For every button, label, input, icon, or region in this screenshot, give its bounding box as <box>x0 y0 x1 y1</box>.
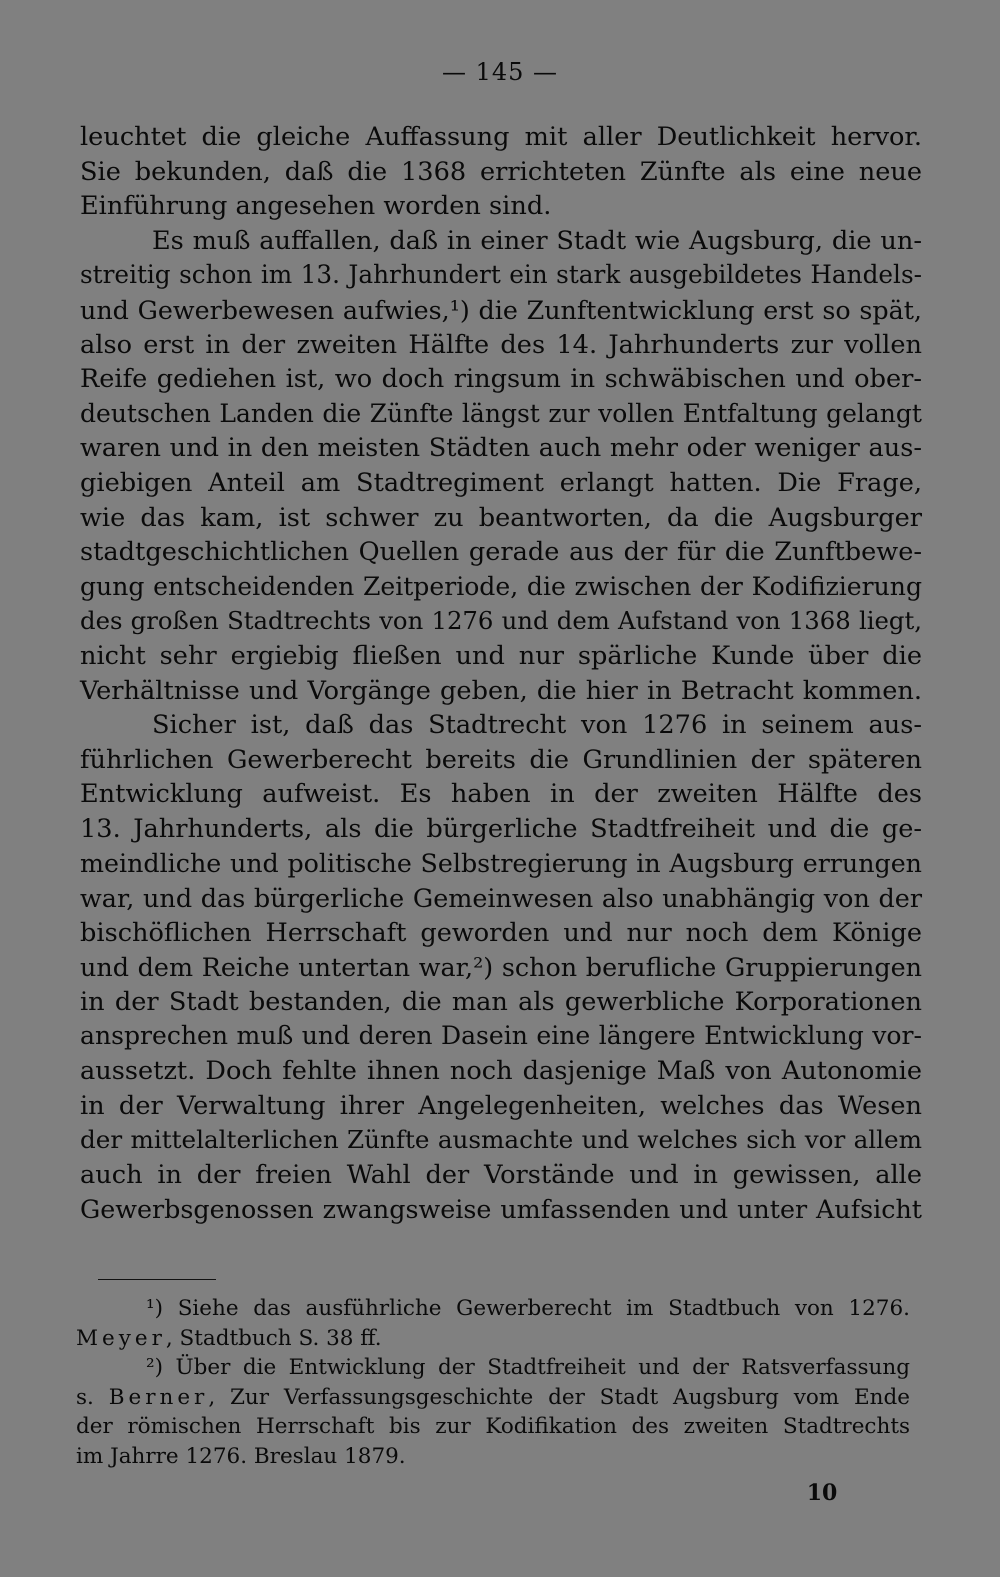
footnote-line: im Jahrre 1276. Breslau 1879. <box>76 1443 406 1469</box>
footnote-line <box>76 1353 910 1383</box>
cited-author: Meyer <box>76 1325 166 1351</box>
text-line: führlichen Gewerberecht bereits die Grundlinien der späteren <box>80 744 922 775</box>
footnote-text: Siehe das ausführliche Gewerberecht im Stadtbuch von 1276. <box>177 1296 910 1321</box>
text-line: meindliche und politische Selbstregierung in Augsburg errungen <box>80 848 922 879</box>
footnote-line <box>76 1324 910 1354</box>
text-line: waren und in den meisten Städten auch mehr oder weniger aus- <box>80 433 922 464</box>
paragraph-2 <box>80 224 922 708</box>
footnote-1 <box>76 1294 910 1353</box>
main-text <box>80 120 922 1227</box>
text-line: stadtgeschichtlichen Quellen gerade aus der für die Zunftbewe- <box>80 537 922 568</box>
paragraph-1 <box>80 120 922 224</box>
text-line: streitig schon im 13. Jahrhundert ein stark ausgebildetes Handels- <box>80 260 922 290</box>
text-line: Verhältnisse und Vorgänge geben, die hier in Betracht kommen. <box>80 675 922 706</box>
text-line: ansprechen muß und deren Dasein eine längere Entwicklung vor- <box>80 1021 922 1051</box>
text-line: der mittelalterlichen Zünfte ausmachte und welches sich vor allem <box>80 1125 922 1155</box>
text-line: giebigen Anteil am Stadtregiment erlangt hatten. Die Frage, <box>80 467 922 498</box>
text-line: 13. Jahrhunderts, als die bürgerliche Stadtfreiheit und die ge- <box>80 813 922 844</box>
page-number: — 145 — <box>441 58 559 86</box>
text-line: Entwicklung aufweist. Es haben in der zweiten Hälfte des <box>80 779 922 810</box>
text-line: Es muß auffallen, daß in einer Stadt wie Augsburg, die un- <box>152 225 922 256</box>
footnotes <box>76 1294 910 1471</box>
text-line: leuchtet die gleiche Auffassung mit aller Deutlichkeit hervor. <box>80 122 922 152</box>
footnote-line <box>76 1294 910 1324</box>
text-line: auch in der freien Wahl der Vorstände und in gewissen, alle <box>80 1159 922 1190</box>
text-line: war, und das bürgerliche Gemeinwesen also unabhängig von der <box>80 883 922 914</box>
text-line: Sie bekunden, daß die 1368 errichteten Zünfte als eine neue <box>80 156 922 187</box>
footnote-line: der römischen Herrschaft bis zur Kodifikation des zweiten Stadtrechts <box>76 1414 910 1439</box>
text-line: in der Stadt bestanden, die man als gewerbliche Korporationen <box>80 986 922 1017</box>
paragraph-3 <box>80 708 922 1227</box>
text-line: also erst in der zweiten Hälfte des 14. Jahrhunderts zur vollen <box>80 329 922 360</box>
footnote-marker: ¹) <box>146 1296 164 1321</box>
footnote-text: s. <box>76 1384 109 1410</box>
footnote-text: Über die Entwicklung der Stadtfreiheit und der Ratsverfassung <box>175 1355 910 1380</box>
text-line: nicht sehr ergiebig fließen und nur spärliche Kunde über die <box>80 640 922 671</box>
text-line: Gewerbsgenossen zwangsweise umfassenden und unter Aufsicht <box>80 1194 922 1225</box>
footnote-line <box>76 1383 910 1413</box>
text-line: gung entscheidenden Zeitperiode, die zwischen der Kodifizierung <box>80 571 922 601</box>
text-line: Reife gediehen ist, wo doch ringsum in schwäbischen und ober- <box>80 364 922 395</box>
text-line: aussetzt. Doch fehlte ihnen noch dasjenige Maß von Autonomie <box>80 1056 922 1087</box>
text-line: deutschen Landen die Zünfte längst zur vollen Entfaltung gelangt <box>80 398 922 428</box>
footnote-2 <box>76 1353 910 1471</box>
text-line: und dem Reiche untertan war,²) schon berufliche Gruppierungen <box>80 952 922 983</box>
footnote-marker: ²) <box>146 1355 164 1380</box>
text-line: bischöflichen Herrschaft geworden und nur noch dem Könige <box>80 917 922 948</box>
text-line: und Gewerbewesen aufwies,¹) die Zunftentwicklung erst so spät, <box>80 294 922 325</box>
footnote-divider <box>98 1279 216 1280</box>
signature-mark: 10 <box>806 1480 838 1506</box>
text-line: wie das kam, ist schwer zu beantworten, da die Augsburger <box>80 502 922 533</box>
footnote-text: , Stadtbuch S. 38 ff. <box>165 1325 382 1351</box>
cited-author: Berner <box>108 1384 209 1410</box>
footnote-text: , Zur Verfassungsgeschichte der Stadt Augsburg vom Ende <box>208 1384 911 1410</box>
text-line: des großen Stadtrechts von 1276 und dem Aufstand von 1368 liegt, <box>80 606 922 636</box>
text-line: Sicher ist, daß das Stadtrecht von 1276 in seinem aus- <box>152 710 922 741</box>
text-line: Einführung angesehen worden sind. <box>80 191 552 222</box>
text-line: in der Verwaltung ihrer Angelegenheiten, welches das Wesen <box>80 1090 922 1121</box>
